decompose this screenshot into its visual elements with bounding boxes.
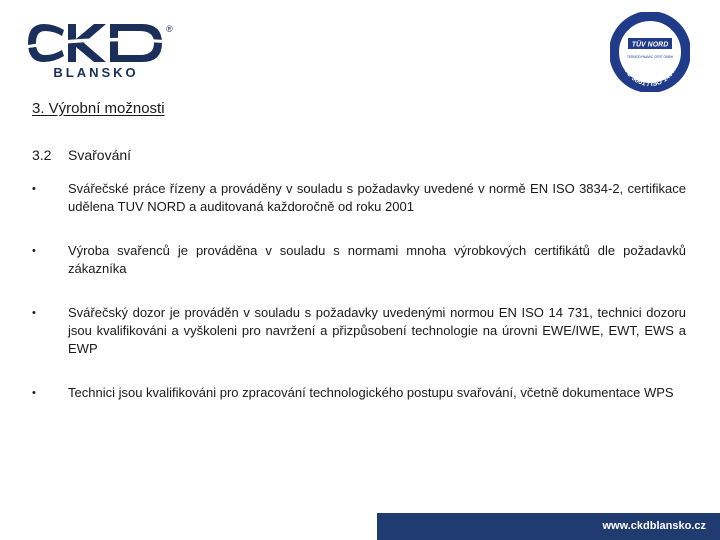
list-item-text: Svářečský dozor je prováděn v souladu s požadavky uvedenými normou EN ISO 14 731, technici dozoru jsou kvalifikováni a vyškoleni pro navržení a přizpůsobení technologie na úrovni EWE/IWE, EWT, EWS a EWP (68, 305, 686, 356)
bullet-marker: • (32, 183, 36, 195)
logo-subtitle: BLANSKO (53, 65, 139, 80)
list-item-text: Technici jsou kvalifikováni pro zpracování technologického postupu svařování, včetně dokumentace WPS (68, 385, 674, 400)
list-item-text: Svářečské práce řízeny a prováděny v souladu s požadavky uvedené v normě EN ISO 3834-2, certifikace udělena TUV NORD a auditovaná každoročně od roku 2001 (68, 181, 686, 214)
bullet-marker: • (32, 307, 36, 319)
list-item (32, 180, 686, 216)
tuv-nord-cert-badge (610, 12, 690, 92)
list-item (32, 384, 686, 402)
cert-brand-text: TÜV NORD (631, 41, 669, 49)
list-item-text: Výroba svařenců je prováděna v souladu s normami mnoha výrobkových certifikátů dle požadavků zákazníka (68, 243, 686, 276)
subsection-number: 3.2 (32, 147, 52, 163)
list-item (32, 304, 686, 358)
footer-bar (377, 513, 720, 540)
bullet-marker: • (32, 245, 36, 257)
cert-small-text: TERMODYNAMIC CERT GMBH (626, 55, 674, 59)
registered-mark: ® (166, 24, 173, 34)
subsection-heading (32, 147, 131, 163)
cert-ring-text: ISO 9001 / ISO 14001 (621, 65, 679, 88)
cert-seal-icon (610, 12, 690, 92)
subsection-title: Svařování (68, 147, 132, 163)
bullet-list (32, 180, 686, 428)
section-title: 3. Výrobní možnosti (32, 100, 165, 117)
company-logo (24, 22, 174, 80)
list-item (32, 242, 686, 278)
website-link[interactable]: www.ckdblansko.cz (602, 520, 706, 532)
ckd-logo-mark (24, 22, 174, 64)
bullet-marker: • (32, 387, 36, 399)
